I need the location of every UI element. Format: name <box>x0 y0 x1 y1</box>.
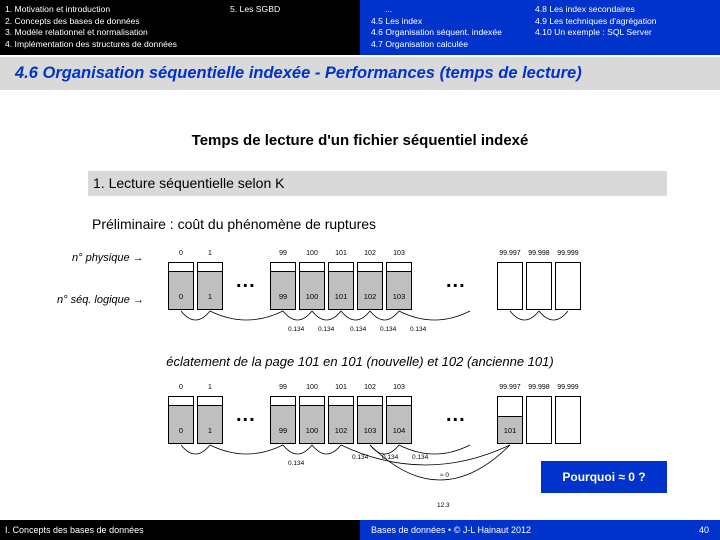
pointer-cost: 0.134 <box>410 326 427 333</box>
pointer-cost: ≈ 0 <box>440 472 449 479</box>
section-item[interactable]: 4.7 Organisation calculée <box>371 38 468 49</box>
physical-page-number: 100 <box>306 384 318 391</box>
section-item[interactable]: 4.10 Un exemple : SQL Server <box>535 27 652 37</box>
section-item[interactable]: 4.5 Les index <box>371 15 423 26</box>
physical-page-number: 1 <box>208 384 212 391</box>
physical-page-number: 99.997 <box>499 384 521 391</box>
pointer-arrow <box>181 445 210 454</box>
physical-page-number: 99.999 <box>557 250 579 257</box>
pointer-arrow <box>210 445 283 454</box>
pointer-arrow <box>539 311 568 320</box>
split-note: éclatement de la page 101 en 101 (nouvelle) et 102 (ancienne 101) <box>166 354 554 369</box>
chapter-item[interactable]: 2. Concepts des bases de données <box>5 15 140 26</box>
physical-page-number: 103 <box>393 384 405 391</box>
pointer-arrow <box>370 311 399 320</box>
physical-page-number: 102 <box>364 250 376 257</box>
logical-number-label: n° séq. logique → <box>57 294 144 306</box>
pointer-arrow <box>312 445 341 454</box>
chapter-item[interactable]: 3. Modèle relationnel et normalisation <box>5 27 148 37</box>
logical-page-number: 101 <box>503 425 517 435</box>
footer-right-panel <box>360 520 720 540</box>
pointer-cost: 0.134 <box>318 326 335 333</box>
physical-page-number: 101 <box>335 384 347 391</box>
physical-page-number: 0 <box>179 384 183 391</box>
footer-left-panel <box>0 520 360 540</box>
pointer-cost: 0.134 <box>412 454 429 461</box>
pointer-arrow <box>399 445 470 454</box>
logical-page-number: 1 <box>207 425 213 435</box>
question-text: Pourquoi ≈ 0 ? <box>562 470 646 484</box>
logical-page-number: 100 <box>305 291 319 301</box>
pointer-arrow <box>370 445 399 454</box>
section-heading: 1. Lecture séquentielle selon K <box>93 175 285 191</box>
footer-credit: Bases de données • © J-L Hainaut 2012 <box>371 525 532 535</box>
preliminary-text: Préliminaire : coût du phénomène de ruptures <box>92 216 377 232</box>
physical-page-number: 0 <box>179 250 183 257</box>
footer-chapter: I. Concepts des bases de données <box>5 525 144 535</box>
logical-page-number: 100 <box>305 425 319 435</box>
pointer-arrow <box>312 311 341 320</box>
logical-page-number: 99 <box>278 291 288 301</box>
physical-page-number: 100 <box>306 250 318 257</box>
pointer-arrow <box>181 311 210 320</box>
pointer-cost: 0.134 <box>288 460 305 467</box>
physical-number-label: n° physique → <box>72 252 144 264</box>
pointer-cost: 0.134 <box>380 326 397 333</box>
pointer-cost: 0.134 <box>352 454 369 461</box>
logical-page-number: 102 <box>363 291 377 301</box>
section-item[interactable]: 4.8 Les index secondaires <box>535 4 635 14</box>
ellipsis: ... <box>446 404 466 426</box>
section-item[interactable]: ... <box>385 4 393 14</box>
question-box <box>541 461 667 493</box>
slide-subtitle: Temps de lecture d'un fichier séquentiel indexé <box>191 132 529 149</box>
pointer-arrow <box>399 311 470 320</box>
physical-page-number: 103 <box>393 250 405 257</box>
pointer-arrow <box>341 311 370 320</box>
chapter-item[interactable]: 1. Motivation et introduction <box>5 4 111 14</box>
chapter-item[interactable]: 5. Les SGBD <box>230 4 281 14</box>
logical-page-number: 103 <box>363 425 377 435</box>
ellipsis: ... <box>446 270 466 292</box>
logical-page-number: 0 <box>178 425 184 435</box>
physical-page-number: 99.997 <box>499 250 521 257</box>
pointer-arrow <box>283 445 312 454</box>
physical-page-number: 101 <box>335 250 347 257</box>
slide-title: 4.6 Organisation séquentielle indexée - Performances (temps de lecture) <box>15 64 582 82</box>
logical-page-number: 99 <box>278 425 288 435</box>
physical-page-number: 1 <box>208 250 212 257</box>
logical-page-number: 101 <box>334 291 348 301</box>
physical-page-number: 99.998 <box>528 250 550 257</box>
physical-page-number: 99.999 <box>557 384 579 391</box>
section-item[interactable]: 4.6 Organisation séquent. indexée <box>371 27 502 37</box>
logical-page-number: 103 <box>392 291 406 301</box>
physical-page-number: 102 <box>364 384 376 391</box>
physical-page-number: 99.998 <box>528 384 550 391</box>
section-item[interactable]: 4.9 Les techniques d'agrégation <box>535 15 657 26</box>
pointer-cost: 0.134 <box>350 326 367 333</box>
logical-page-number: 0 <box>178 291 184 301</box>
physical-page-number: 99 <box>279 384 287 391</box>
pointer-arrow <box>283 311 312 320</box>
chapter-item[interactable]: 4. Implémentation des structures de données <box>5 38 177 49</box>
pointer-cost: 0.134 <box>382 454 399 461</box>
physical-page-number: 99 <box>279 250 287 257</box>
page-number: 40 <box>699 525 710 535</box>
ellipsis: ... <box>236 404 256 426</box>
logical-page-number: 1 <box>207 291 213 301</box>
logical-page-number: 102 <box>334 425 348 435</box>
pointer-cost: 12.3 <box>437 502 450 509</box>
pointer-arrow <box>510 311 539 320</box>
logical-page-number: 104 <box>392 425 406 435</box>
pointer-arrow <box>210 311 283 320</box>
ellipsis: ... <box>236 270 256 292</box>
pointer-cost: 0.134 <box>288 326 305 333</box>
